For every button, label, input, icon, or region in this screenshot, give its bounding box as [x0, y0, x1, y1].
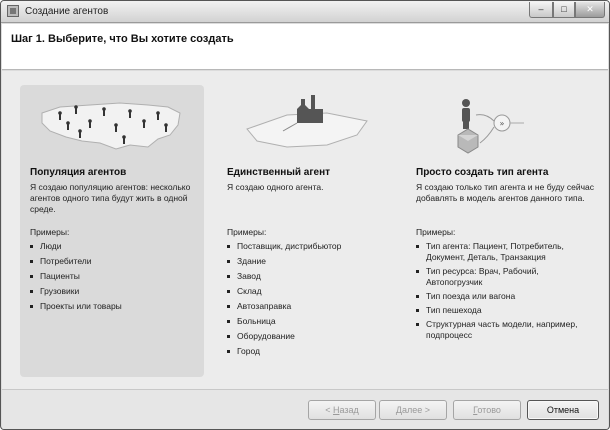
examples-list [416, 241, 596, 344]
examples-label: Примеры: [227, 227, 267, 237]
option-single-agent[interactable] [217, 85, 397, 377]
title-bar[interactable] [1, 1, 609, 23]
list-item: Тип агента: Пациент, Потребитель, Документ, Деталь, Транзакция [416, 241, 596, 263]
svg-text:»: » [499, 119, 505, 128]
list-item: Поставщик, дистрибьютор [227, 241, 341, 252]
list-item: Проекты или товары [30, 301, 122, 312]
list-item: Больница [227, 316, 341, 327]
minimize-button[interactable]: – [529, 2, 553, 18]
examples-list [227, 241, 341, 361]
finish-button[interactable]: Готово [453, 400, 521, 420]
app-icon [7, 5, 19, 17]
agent-type-icon [406, 85, 602, 157]
list-item: Потребители [30, 256, 122, 267]
wizard-header [2, 24, 608, 70]
next-button[interactable]: Далее > [379, 400, 447, 420]
list-item: Здание [227, 256, 341, 267]
examples-label: Примеры: [416, 227, 456, 237]
population-map-icon [20, 85, 204, 157]
window-title: Создание агентов [25, 6, 109, 17]
option-description: Я создаю только тип агента и не буду сейчас добавлять в модель агентов данного типа. [416, 182, 595, 203]
list-item: Тип пешехода [416, 305, 596, 316]
examples-list [30, 241, 122, 316]
list-item: Люди [30, 241, 122, 252]
list-item: Тип ресурса: Врач, Рабочий, Автопогрузчик [416, 266, 596, 288]
option-description: Я создаю популяцию агентов: несколько агентов одного типа будут жить в одной среде. [30, 182, 191, 214]
list-item: Пациенты [30, 271, 122, 282]
option-agent-type[interactable] [406, 85, 602, 377]
list-item: Завод [227, 271, 341, 282]
step-title: Шаг 1. Выберите, что Вы хотите создать [11, 33, 234, 45]
list-item: Тип поезда или вагона [416, 291, 596, 302]
option-title: Единственный агент [227, 167, 331, 178]
list-item: Город [227, 346, 341, 357]
list-item: Грузовики [30, 286, 122, 297]
cancel-button[interactable]: Отмена [527, 400, 599, 420]
factory-icon [217, 85, 397, 157]
list-item: Структурная часть модели, например, подпроцесс [416, 319, 596, 341]
close-button[interactable]: ✕ [575, 2, 605, 18]
list-item: Оборудование [227, 331, 341, 342]
option-agent-population[interactable] [20, 85, 204, 377]
option-title: Просто создать тип агента [416, 167, 549, 178]
examples-label: Примеры: [30, 227, 70, 237]
option-description: Я создаю одного агента. [227, 182, 324, 192]
list-item: Склад [227, 286, 341, 297]
back-button[interactable]: < Назад [308, 400, 376, 420]
button-bar [2, 389, 608, 429]
options-area [2, 71, 608, 389]
list-item: Автозаправка [227, 301, 341, 312]
maximize-button[interactable]: □ [553, 2, 575, 18]
option-title: Популяция агентов [30, 167, 127, 178]
